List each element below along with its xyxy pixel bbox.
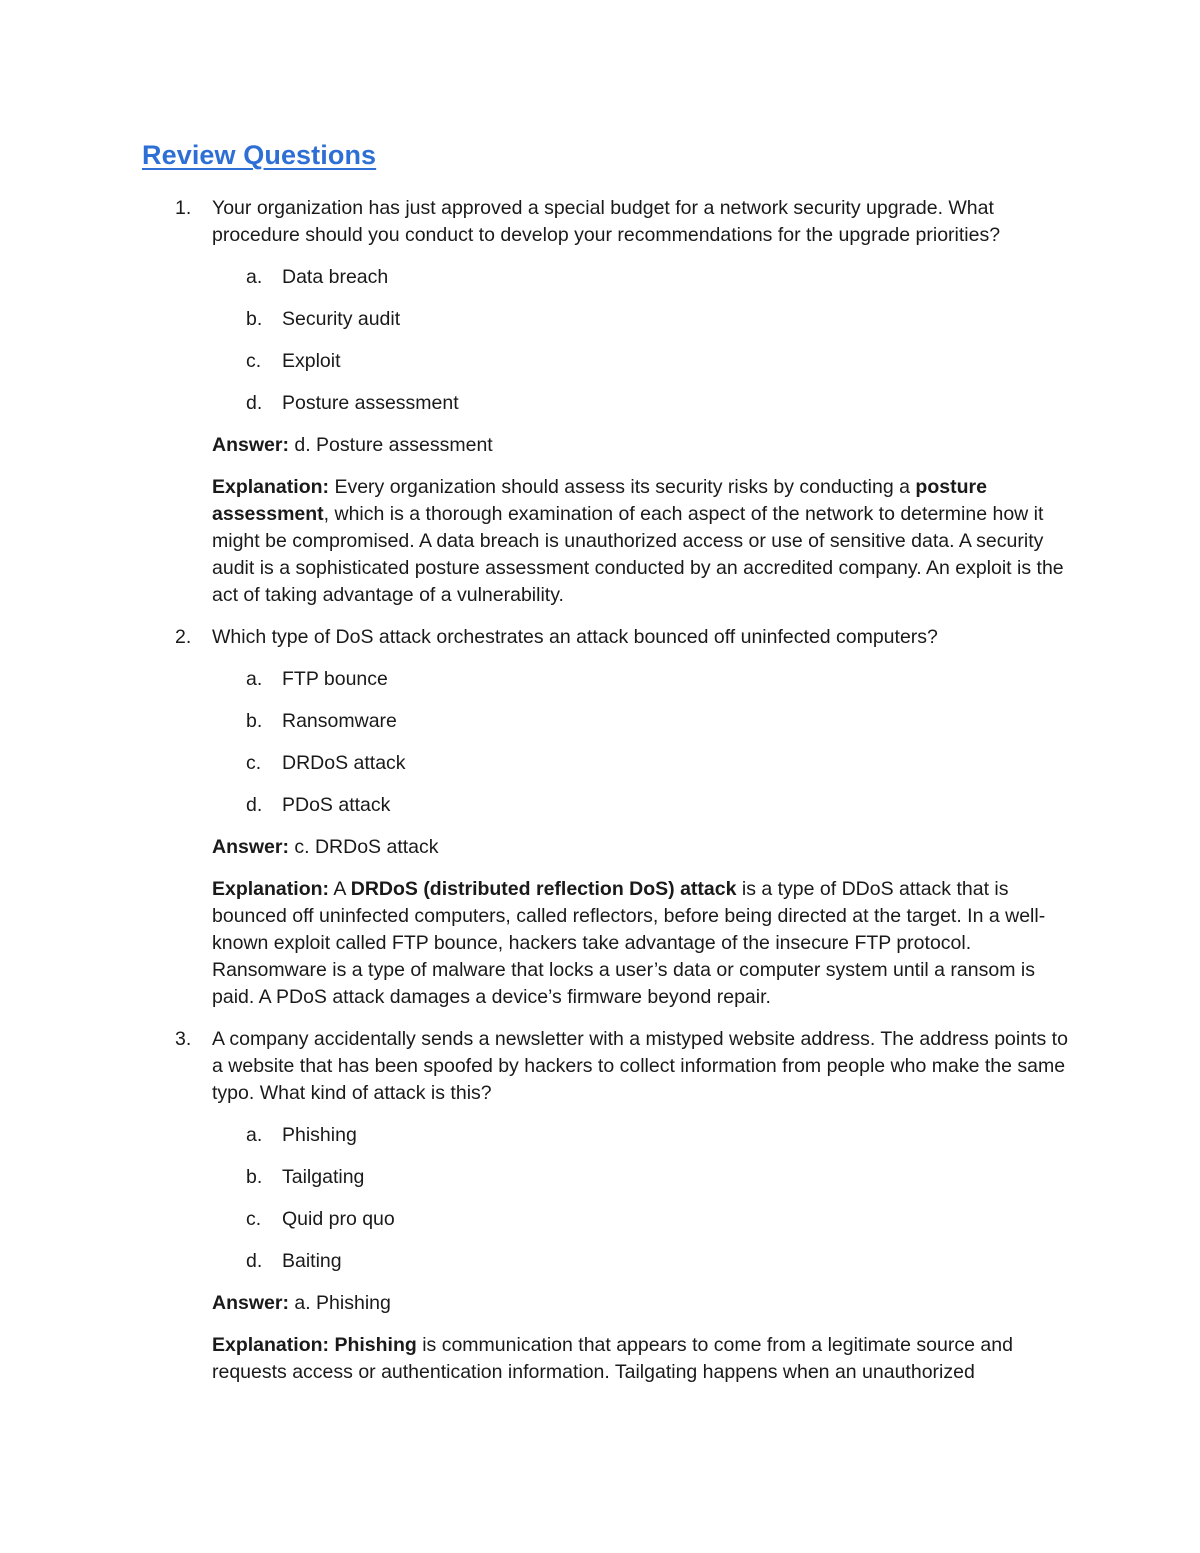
- answer-text: d. Posture assessment: [294, 434, 493, 456]
- question-number: 3.: [175, 1028, 192, 1050]
- option-item: [212, 1248, 1070, 1275]
- option-item: [212, 666, 1070, 693]
- answer-line: Answer: c. DRDoS attack: [212, 836, 439, 858]
- option-letter: b.: [246, 308, 263, 330]
- explanation-key-term: DRDoS (distributed reflection DoS) attack: [350, 878, 737, 900]
- option-item: [212, 792, 1070, 819]
- option-text: Security audit: [282, 308, 401, 330]
- explanation-key-term: posture assessment: [212, 476, 987, 525]
- answer-text: a. Phishing: [294, 1292, 391, 1314]
- option-item: [212, 1164, 1070, 1191]
- options-list: [212, 666, 1070, 819]
- question-item: [0, 1026, 1200, 1386]
- option-item: [212, 264, 1070, 291]
- option-text: Phishing: [282, 1124, 357, 1146]
- option-letter: a.: [246, 1124, 263, 1146]
- explanation-paragraph: Explanation: A DRDoS (distributed reflection DoS) attack is a type of DDoS attack that is bounced off uninfected computers, called reflectors, before being directed at the target. In a well-known exploit called FTP bounce, hackers take advantage of the insecure FTP protocol. Ransomware is a type of malware that locks a user’s data or computer system until a ransom is paid. A PDoS attack damages a device’s firmware beyond repair.: [212, 878, 1046, 1008]
- option-item: [212, 390, 1070, 417]
- answer-line: Answer: a. Phishing: [212, 1292, 391, 1314]
- explanation-text: Every organization should assess its security risks by conducting a: [334, 476, 910, 498]
- options-list: [212, 264, 1070, 417]
- option-item: [212, 708, 1070, 735]
- option-text: Baiting: [282, 1250, 342, 1272]
- option-letter: b.: [246, 1166, 263, 1188]
- answer-line: Answer: d. Posture assessment: [212, 434, 493, 456]
- option-item: [212, 1206, 1070, 1233]
- option-letter: a.: [246, 266, 263, 288]
- question-text: A company accidentally sends a newsletter with a mistyped website address. The address points to a website that has been spoofed by hackers to collect information from people who make the same typo. What kind of attack is this?: [212, 1028, 1068, 1104]
- option-text: DRDoS attack: [282, 752, 406, 774]
- option-letter: d.: [246, 1250, 263, 1272]
- explanation-text: is a type of DDoS attack that is bounced off uninfected computers, called reflectors, before being directed at the target. In a well-known exploit called FTP bounce, hackers take advantage of the insecure FTP protocol. Ransomware is a type of malware that locks a user’s data or computer system until a ransom is paid. A PDoS attack damages a device’s firmware beyond repair.: [212, 878, 1046, 1008]
- options-list: [212, 1122, 1070, 1275]
- explanation-label: Explanation: [212, 1334, 323, 1356]
- option-letter: c.: [246, 1208, 262, 1230]
- option-text: Exploit: [282, 350, 341, 372]
- question-number: 1.: [175, 197, 192, 219]
- option-text: Tailgating: [282, 1166, 365, 1188]
- question-number: 2.: [175, 626, 192, 648]
- answer-text: c. DRDoS attack: [294, 836, 439, 858]
- answer-label: Answer: [212, 434, 283, 456]
- explanation-label: Explanation: [212, 878, 323, 900]
- question-item: [0, 195, 1200, 609]
- question-text: Which type of DoS attack orchestrates an attack bounced off uninfected computers?: [212, 626, 938, 648]
- question-text: Your organization has just approved a special budget for a network security upgrade. What procedure should you conduct to develop your recommendations for the upgrade priorities?: [212, 197, 1001, 246]
- explanation-text: , which is a thorough examination of each aspect of the network to determine how it might be compromised. A data breach is unauthorized access or use of sensitive data. A security audit is a sophisticated posture assessment conducted by an accredited company. An exploit is the act of taking advantage of a vulnerability.: [212, 503, 1064, 606]
- answer-label: Answer: [212, 836, 283, 858]
- questions-list: [0, 195, 1200, 1401]
- option-text: PDoS attack: [282, 794, 391, 816]
- option-item: [212, 750, 1070, 777]
- option-text: FTP bounce: [282, 668, 388, 690]
- option-text: Data breach: [282, 266, 389, 288]
- option-text: Ransomware: [282, 710, 397, 732]
- question-item: [0, 624, 1200, 1011]
- option-letter: c.: [246, 752, 262, 774]
- option-letter: a.: [246, 668, 263, 690]
- option-item: [212, 306, 1070, 333]
- page-title: Review Questions: [142, 140, 377, 170]
- option-text: Quid pro quo: [282, 1208, 395, 1230]
- option-letter: c.: [246, 350, 262, 372]
- option-letter: b.: [246, 710, 263, 732]
- option-item: [212, 348, 1070, 375]
- explanation-text: is communication that appears to come from a legitimate source and requests access or authentication information. Tailgating happens when an unauthorized: [212, 1334, 1013, 1383]
- option-letter: d.: [246, 794, 263, 816]
- answer-label: Answer: [212, 1292, 283, 1314]
- explanation-label: Explanation: [212, 476, 323, 498]
- option-text: Posture assessment: [282, 392, 459, 414]
- explanation-text: A: [333, 878, 346, 900]
- option-item: [212, 1122, 1070, 1149]
- option-letter: d.: [246, 392, 263, 414]
- explanation-key-term: Phishing: [334, 1334, 417, 1356]
- explanation-paragraph: Explanation: Phishing is communication that appears to come from a legitimate source and requests access or authentication information. Tailgating happens when an unauthorized: [212, 1334, 1013, 1383]
- explanation-paragraph: Explanation: Every organization should assess its security risks by conducting a posture assessment, which is a thorough examination of each aspect of the network to determine how it might be compromised. A data breach is unauthorized access or use of sensitive data. A security audit is a sophisticated posture assessment conducted by an accredited company. An exploit is the act of taking advantage of a vulnerability.: [212, 476, 1064, 606]
